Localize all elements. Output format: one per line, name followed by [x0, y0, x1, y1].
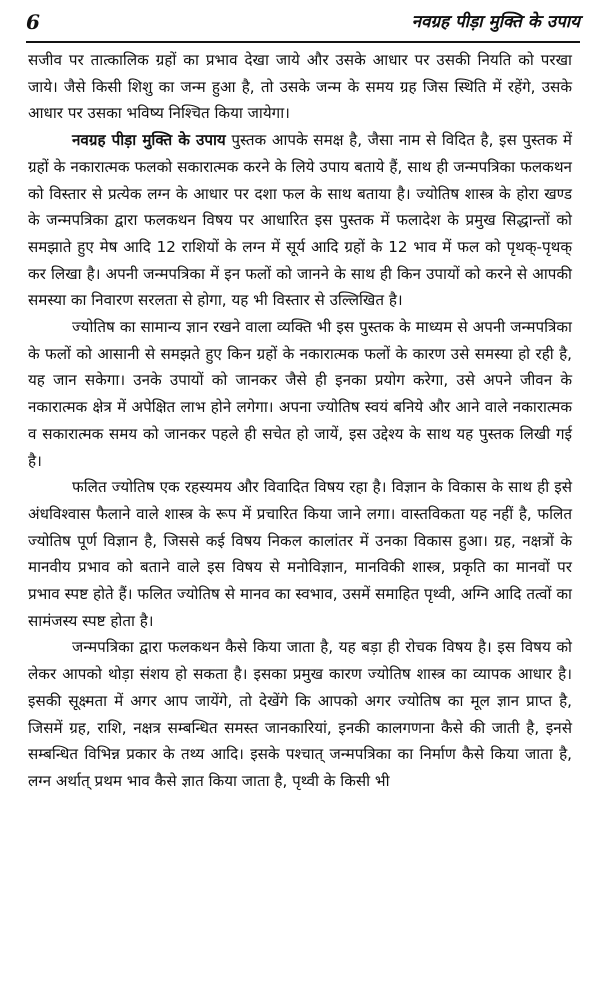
header-rule: [26, 41, 580, 43]
book-title-inline: नवग्रह पीड़ा मुक्ति के उपाय: [72, 131, 226, 150]
body-text: [28, 47, 572, 795]
paragraph-1-text: सजीव पर तात्कालिक ग्रहों का प्रभाव देखा जाये और उसके आधार पर उसकी नियति को परखा जाये। जैसे किसी शिशु का जन्म हुआ है, तो उसके जन्म के समय ग्रह जिस स्थिति में रहेंगे, उसके आधार पर उसका भविष्य निश्चित किया जायेगा।: [28, 51, 572, 123]
paragraph-3-text: ज्योतिष का सामान्य ज्ञान रखने वाला व्यक्ति भी इस पुस्तक के माध्यम से अपनी जन्मपत्रिका के फलों को आसानी से समझते हुए किन ग्रहों के नकारात्मक फलों के कारण उसे समस्या हो रही है, यह जान सकेगा। उनके उपायों को जानकर जैसे ही इनका प्रयोग करेगा, उसे अपने जीवन के नकारात्मक क्षेत्र में अपेक्षित लाभ होने लगेगा। अपना ज्योतिष स्वयं बनिये और आने वाले नकारात्मक व सकारात्मक समय को जानकर पहले ही सचेत हो जायें, इस उद्देश्य के साथ यह पुस्तक लिखी गई है।: [28, 318, 572, 470]
paragraph-2: [28, 127, 572, 314]
paragraph-3: [28, 314, 572, 474]
paragraph-5-text: जन्मपत्रिका द्वारा फलकथन कैसे किया जाता है, यह बड़ा ही रोचक विषय है। इस विषय को लेकर आपको थोड़ा संशय हो सकता है। इसका प्रमुख कारण ज्योतिष शास्त्र का व्यापक आधार है। इसकी सूक्ष्मता में अगर आप जायेंगे, तो देखेंगे कि आपको अगर ज्योतिष का मूल ज्ञान प्राप्त है, जिसमें ग्रह, राशि, नक्षत्र सम्बन्धित समस्त जानकारियां, इनकी कालगणना कैसे की जाती है, इनसे सम्बन्धित विभिन्न प्रकार के तथ्य आदि। इसके पश्चात् जन्मपत्रिका का निर्माण कैसे किया जाता है, लग्न अर्थात् प्रथम भाव कैसे ज्ञात किया जाता है, पृथ्वी के किसी भी: [28, 638, 572, 790]
paragraph-4: [28, 474, 572, 634]
page-number: 6: [26, 10, 40, 34]
paragraph-1: [28, 47, 572, 127]
page-header: [26, 8, 580, 38]
paragraph-5: [28, 634, 572, 794]
paragraph-2-text: पुस्तक आपके समक्ष है, जैसा नाम से विदित है, इस पुस्तक में ग्रहों के नकारात्मक फलको सकारात्मक करने के लिये उपाय बताये हैं, साथ ही जन्मपत्रिका फलकथन को विस्तार से प्रत्येक लग्न के आधार पर दशा फल के साथ बताया है। ज्योतिष शास्त्र के होरा खण्ड के जन्मपत्रिका द्वारा फलकथन विषय पर आधारित इस पुस्तक में फलादेश के प्रमुख सिद्धान्तों को समझाते हुए मेष आदि 12 राशियों के लग्न में सूर्य आदि ग्रहों के 12 भाव में फल को पृथक्-पृथक् कर लिखा है। अपनी जन्मपत्रिका में इन फलों को जानने के साथ ही किन उपायों को करने से आपकी समस्या का निवारण सरलता से होगा, यह भी विस्तार से उल्लिखित है।: [28, 131, 572, 310]
paragraph-4-text: फलित ज्योतिष एक रहस्यमय और विवादित विषय रहा है। विज्ञान के विकास के साथ ही इसे अंधविश्वास फैलाने वाले शास्त्र के रूप में प्रचारित किया जाने लगा। वास्तविकता यह नहीं है, फलित ज्योतिष पूर्ण विज्ञान है, जिससे कई विषय निकल कालांतर में उनका विकास हुआ। ग्रह, नक्षत्रों के मानवीय प्रभाव को बताने वाले इस विषय से मनोविज्ञान, मानविकी शास्त्र, प्रकृति का मानवों पर प्रभाव स्पष्ट होते हैं। फलित ज्योतिष से मानव का स्वभाव, उसमें समाहित पृथ्वी, अग्नि आदि तत्वों का सामंजस्य स्पष्ट होता है।: [28, 478, 572, 630]
running-title: नवग्रह पीड़ा मुक्ति के उपाय: [411, 12, 580, 32]
